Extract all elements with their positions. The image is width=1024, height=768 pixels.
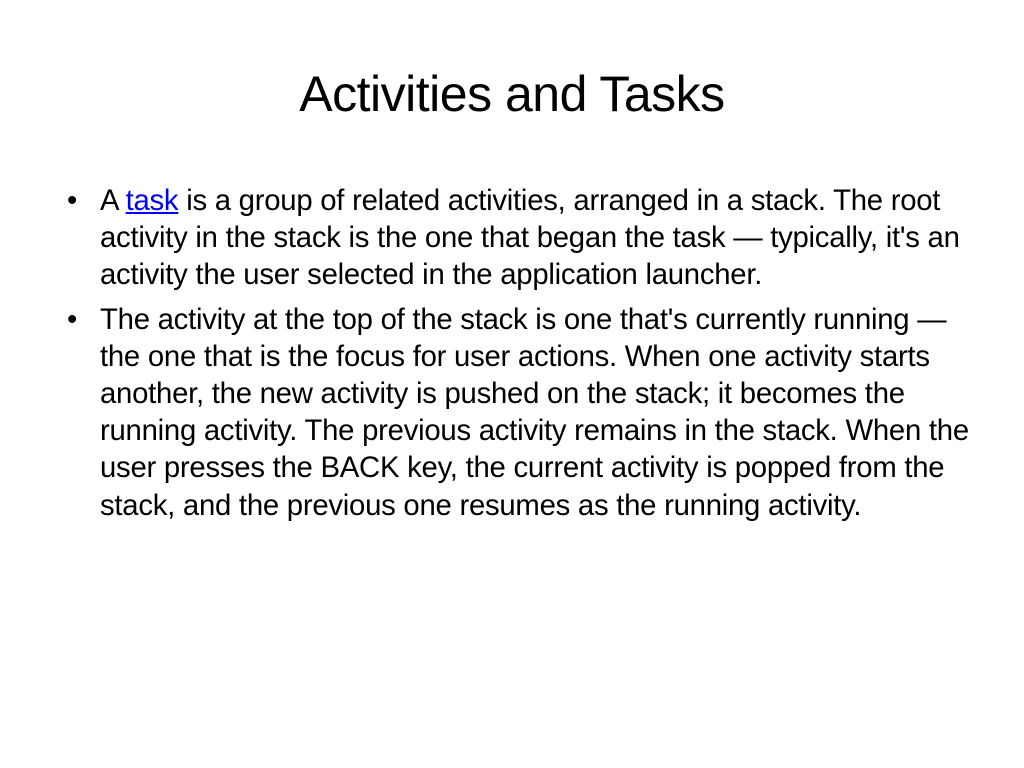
bullet-item-task-definition bbox=[62, 182, 972, 294]
slide-title: Activities and Tasks bbox=[299, 66, 725, 122]
bullet-item-activity-stack bbox=[62, 301, 972, 524]
task-link[interactable]: task bbox=[125, 184, 179, 217]
bullet-text-prefix: A bbox=[100, 184, 126, 217]
bullet-marker: • bbox=[66, 302, 77, 336]
bullet-text: The activity at the top of the stack is one that's currently running — the one that is the focus for user actions. When one activity starts another, the new activity is pushed on the stack; it becomes the running activity. The previous activity remains in the stack. When the user presses the BACK key, the current activity is popped from the stack, and the previous one resumes as the running activity. bbox=[100, 302, 969, 522]
bullet-list bbox=[62, 182, 972, 531]
bullet-marker: • bbox=[66, 184, 77, 217]
bullet-text-suffix: is a group of related activities, arranged in a stack. The root activity in the stack is the one that began the task — typically, it's an activity the user selected in the application launcher. bbox=[100, 184, 960, 292]
